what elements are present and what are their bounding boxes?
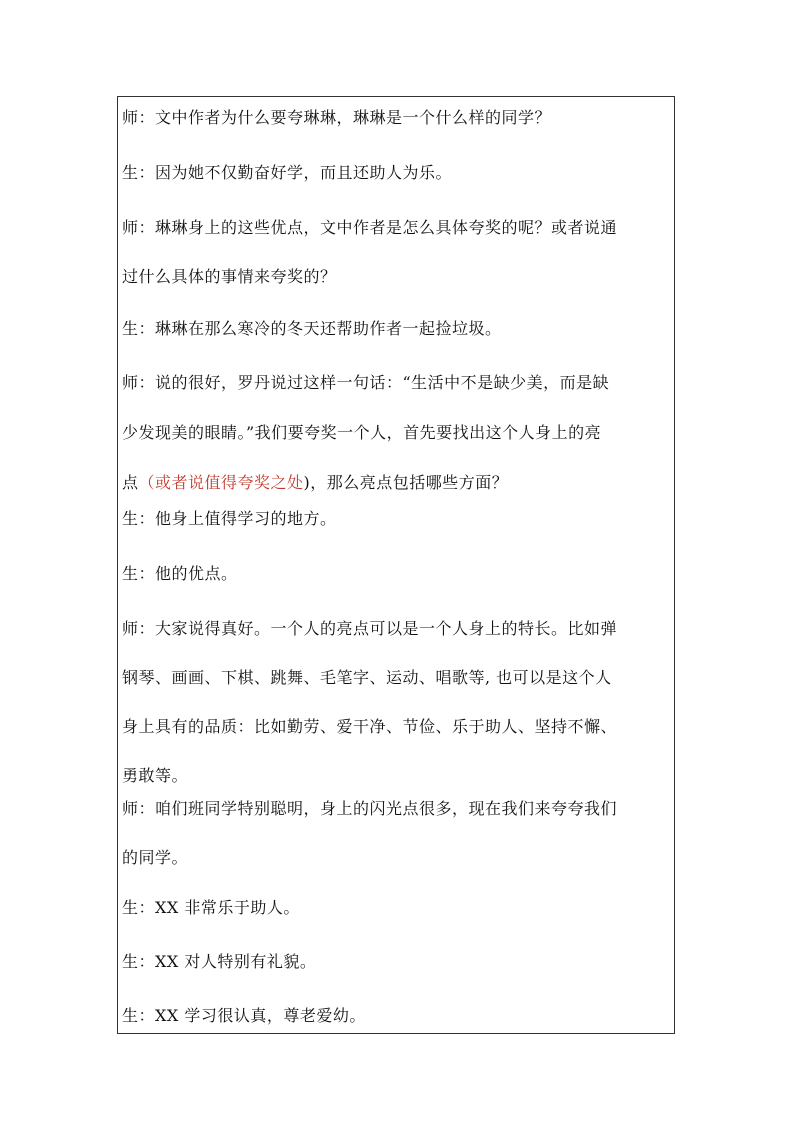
teacher-question-3-line-3-end: )，那么亮点包括哪些方面？ [303,473,509,492]
student-answer-3: 生：他身上值得学习的地方。 [122,509,337,528]
teacher-explanation-line-1: 师：大家说得真好。一个人的亮点可以是一个人身上的特长。比如弹 [122,619,618,638]
teacher-question-3-line-3 [122,473,674,493]
student-praise-2: 生：XX 对人特别有礼貌。 [122,952,317,971]
teacher-question-1: 师：文中作者为什么要夸琳琳，琳琳是一个什么样的同学？ [122,108,552,127]
teacher-prompt-line-2: 的同学。 [122,848,189,867]
teacher-prompt-line-1: 师：咱们班同学特别聪明，身上的闪光点很多，现在我们来夸夸我们 [122,799,618,818]
teacher-question-3-line-1: 师：说的很好，罗丹说过这样一句话：“生活中不是缺少美，而是缺 [122,373,610,392]
teacher-question-3 [122,373,674,493]
highlighted-phrase: （或者说值得夸奖之处 [138,473,304,492]
teacher-question-3-line-2: 少发现美的眼睛。”我们要夸奖一个人，首先要找出这个人身上的亮 [122,423,602,442]
teacher-explanation [122,619,674,786]
teacher-question-2-line-1: 师：琳琳身上的这些优点，文中作者是怎么具体夸奖的呢？或者说通 [122,218,618,237]
teacher-question-2 [122,218,674,287]
student-praise-1: 生：XX 非常乐于助人。 [122,898,300,917]
teacher-prompt [122,799,674,868]
teacher-explanation-line-4: 勇敢等。 [122,766,189,785]
teacher-explanation-line-3: 身上具有的品质：比如勤劳、爱干净、节俭、乐于助人、坚持不懈、 [122,717,618,736]
student-praise-3: 生：XX 学习很认真，尊老爱幼。 [122,1006,366,1025]
lesson-transcript-frame [117,96,675,1034]
teacher-question-2-line-2: 过什么具体的事情来夸奖的？ [122,267,337,286]
teacher-explanation-line-2: 钢琴、画画、下棋、跳舞、毛笔字、运动、唱歌等, 也可以是这个人 [122,668,612,687]
student-answer-2: 生：琳琳在那么寒冷的冬天还帮助作者一起捡垃圾。 [122,319,502,338]
teacher-question-3-line-3-start: 点 [122,473,139,492]
student-answer-4: 生：他的优点。 [122,564,238,583]
student-answer-1: 生：因为她不仅勤奋好学，而且还助人为乐。 [122,163,453,182]
